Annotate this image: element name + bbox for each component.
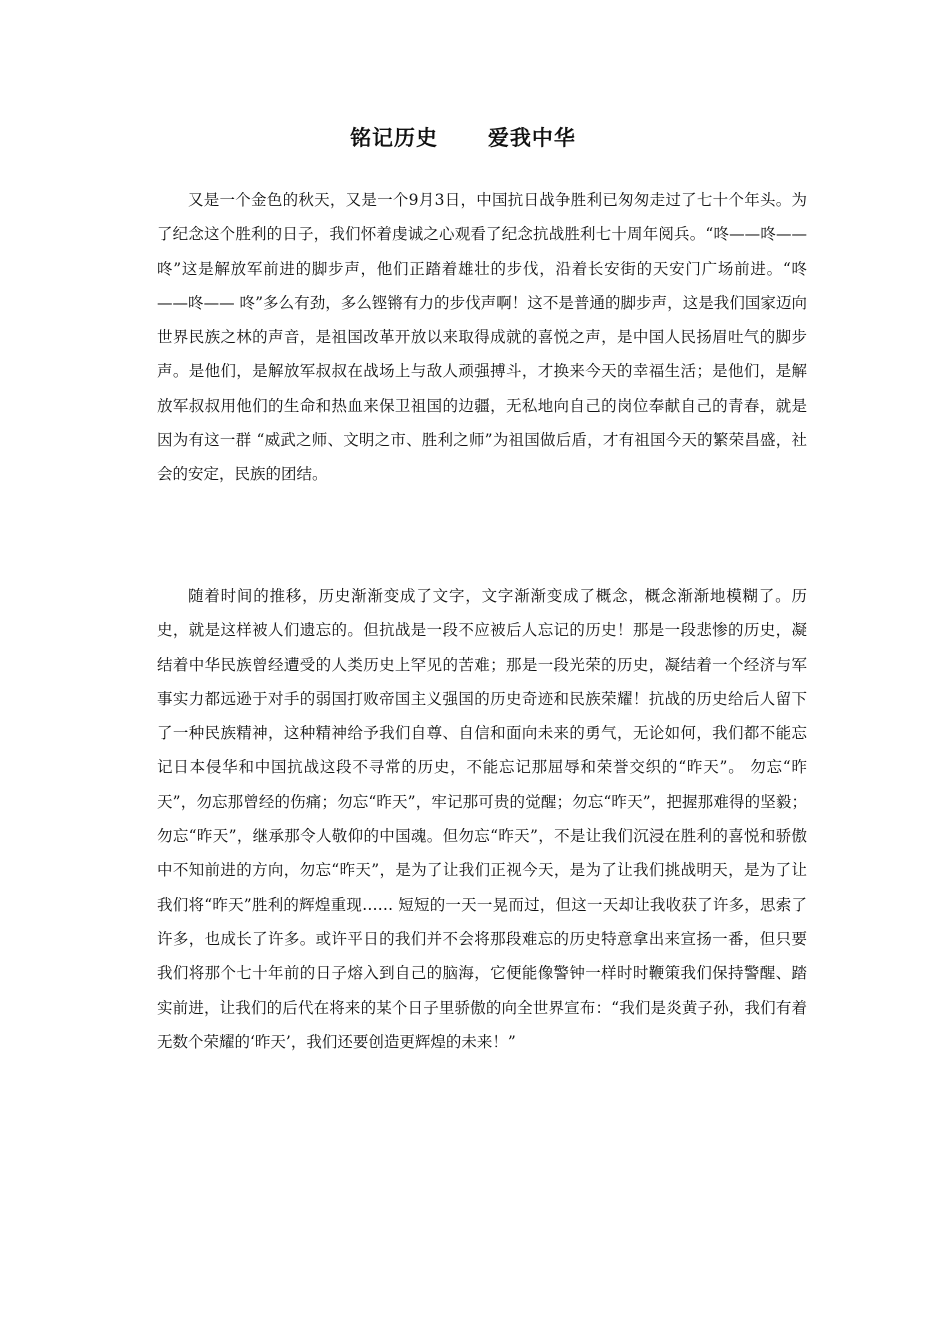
document-title: 铭记历史 爱我中华 <box>350 126 576 150</box>
body-paragraph: 又是一个金色的秋天，又是一个9月3日，中国抗日战争胜利已匆匆走过了七十个年头。为了纪念这个胜利的日子，我们怀着虔诚之心观看了纪念抗战胜利七十周年阅兵。“咚——咚——咚”这是解放军前进的脚步声，他们正踏着雄壮的步伐，沿着长安街的天安门广场前进。“咚——咚—— 咚”多么有劲，多么铿锵有力的步伐声啊！这不是普通的脚步声，这是我们国家迈向世界民族之林的声音，是祖国改革开放以来取得成就的喜悦之声，是中国人民扬眉吐气的脚步声。是他们，是解放军叔叔在战场上与敌人顽强搏斗，才换来今天的幸福生活；是他们，是解放军叔叔用他们的生命和热血来保卫祖国的边疆，无私地向自己的岗位奉献自己的青春，就是因为有这一群 “威武之师、文明之市、胜利之师”为祖国做后盾，才有祖国今天的繁荣昌盛，社会的安定，民族的团结。 <box>157 191 807 484</box>
body-paragraph: 随着时间的推移，历史渐渐变成了文字，文字渐渐变成了概念，概念渐渐地模糊了。历史，就是这样被人们遗忘的。但抗战是一段不应被后人忘记的历史！那是一段悲惨的历史，凝结着中华民族曾经遭受的人类历史上罕见的苦难；那是一段光荣的历史，凝结着一个经济与军事实力都远逊于对手的弱国打败帝国主义强国的历史奇迹和民族荣耀！抗战的历史给后人留下了一种民族精神，这种精神给予我们自尊、自信和面向未来的勇气，无论如何，我们都不能忘记日本侵华和中国抗战这段不寻常的历史，不能忘记那屈辱和荣誉交织的“昨天”。 勿忘“昨天”，勿忘那曾经的伤痛；勿忘“昨天”，牢记那可贵的觉醒；勿忘“昨天”，把握那难得的坚毅；勿忘“昨天”，继承那令人敬仰的中国魂。但勿忘“昨天”，不是让我们沉浸在胜利的喜悦和骄傲中不知前进的方向，勿忘“昨天”，是为了让我们正视今天，是为了让我们挑战明天，是为了让我们将“昨天”胜利的辉煌重现…… 短短的一天一晃而过，但这一天却让我收获了许多，思索了许多，也成长了许多。或许平日的我们并不会将那段难忘的历史特意拿出来宣扬一番，但只要我们将那个七十年前的日子熔入到自己的脑海，它便能像警钟一样时时鞭策我们保持警醒、踏实前进，让我们的后代在将来的某个日子里骄傲的向全世界宣布：“我们是炎黄子孙，我们有着无数个荣耀的‘昨天’，我们还要创造更辉煌的未来！” <box>157 587 807 1051</box>
